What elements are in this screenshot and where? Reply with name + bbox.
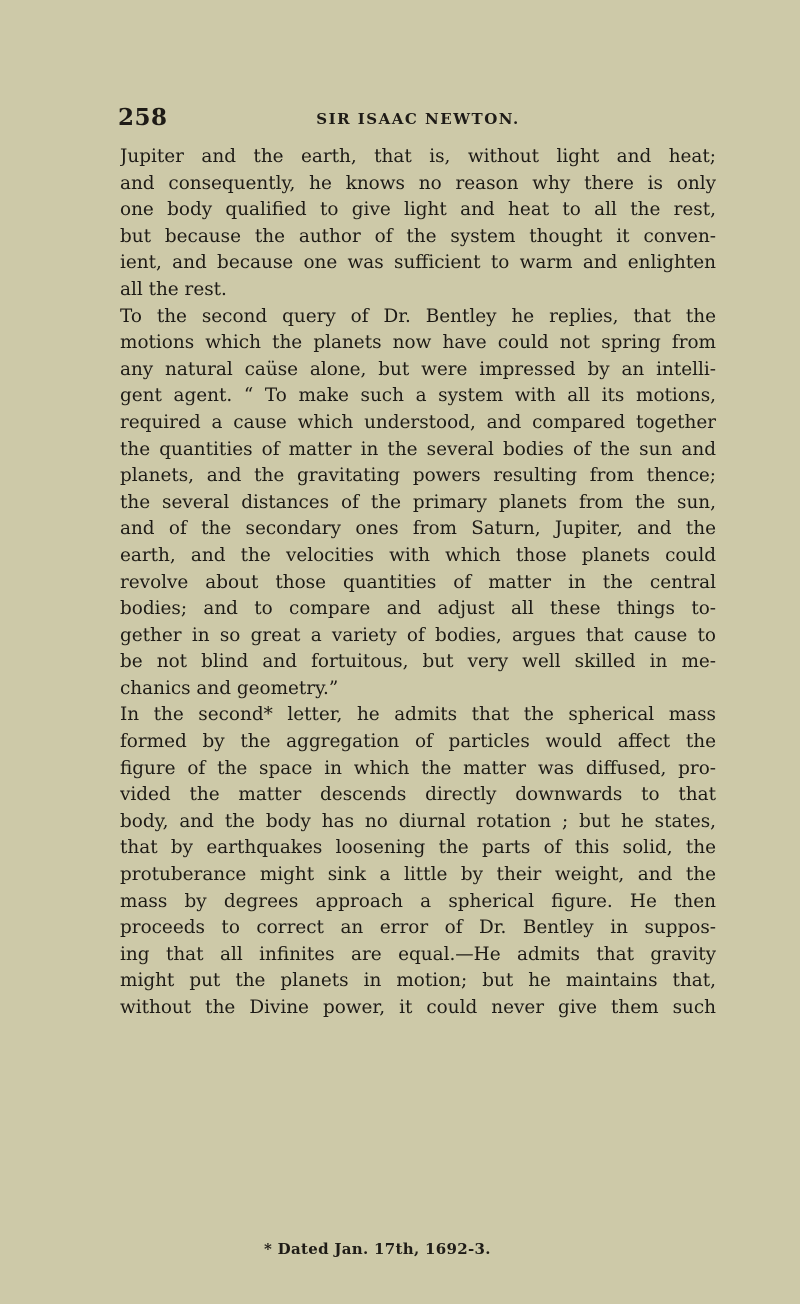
text-line: without the Divine power, it could never give them such [120, 997, 716, 1018]
text-line: In the second* letter, he admits that the spherical mass [120, 704, 716, 726]
text-line: required a cause which understood, and compared together [120, 411, 716, 433]
text-line: any natural caüse alone, but were impressed by an intelli- [120, 358, 716, 380]
body-text [120, 144, 716, 1022]
text-line: figure of the space in which the matter was diffused, pro- [120, 757, 716, 779]
text-line: the several distances of the primary planets from the sun, [120, 491, 716, 513]
footnote: * Dated Jan. 17th, 1692-3. [264, 1240, 491, 1258]
text-line: and consequently, he knows no reason why there is only [120, 172, 716, 194]
text-line: bodies; and to compare and adjust all these things to- [120, 598, 716, 620]
text-line: all the rest. [120, 278, 227, 300]
text-line: To the second query of Dr. Bentley he replies, that the [120, 305, 716, 327]
text-line: vided the matter descends directly downwards to that [120, 784, 716, 806]
text-line: be not blind and fortuitous, but very well skilled in me- [120, 651, 716, 673]
text-line: earth, and the velocities with which those planets could [120, 544, 716, 566]
text-line: ient, and because one was sufficient to warm and enlighten [120, 252, 716, 274]
text-line: body, and the body has no diurnal rotation ; but he states, [120, 810, 716, 832]
text-line: ing that all infinites are equal.—He admits that gravity [120, 943, 716, 965]
text-line: but because the author of the system thought it conven- [120, 225, 716, 247]
text-line: one body qualified to give light and heat to all the rest, [120, 199, 716, 221]
text-line: formed by the aggregation of particles would affect the [120, 731, 716, 753]
text-line: protuberance might sink a little by their weight, and the [120, 864, 716, 886]
text-line: motions which the planets now have could not spring from [120, 332, 716, 354]
page-header [118, 104, 718, 134]
text-line: Jupiter and the earth, that is, without light and heat; [120, 146, 716, 167]
text-line: revolve about those quantities of matter in the central [120, 571, 716, 593]
text-line: gether in so great a variety of bodies, argues that cause to [120, 624, 716, 646]
text-line: that by earthquakes loosening the parts of this solid, the [120, 837, 716, 859]
text-line: and of the secondary ones from Saturn, Jupiter, and the [120, 518, 716, 540]
running-head: SIR ISAAC NEWTON. [316, 110, 520, 128]
text-line: the quantities of matter in the several bodies of the sun and [120, 438, 716, 460]
text-line: planets, and the gravitating powers resulting from thence; [120, 465, 716, 487]
page-number: 258 [118, 104, 168, 131]
text-line: proceeds to correct an error of Dr. Bentley in suppos- [120, 917, 716, 939]
text-line: mass by degrees approach a spherical figure. He then [120, 890, 716, 912]
text-line: gent agent. “ To make such a system with all its motions, [120, 385, 716, 407]
text-line: chanics and geometry.” [120, 677, 339, 699]
text-line: might put the planets in motion; but he maintains that, [120, 970, 716, 992]
